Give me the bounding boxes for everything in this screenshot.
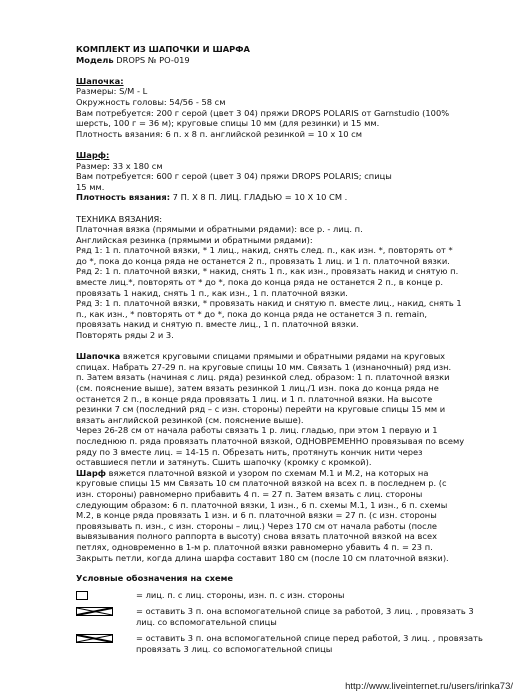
technique-line: Английская резинка (прямыми и обратными рядами): [76, 234, 313, 245]
technique-line: Повторять ряды 2 и 3. [76, 330, 174, 341]
legend-text: = оставить 3 п. она вспомогательной спице за работой, 3 лиц. , провязать 3 [136, 606, 474, 617]
hat-heading: Шапочка: [76, 75, 124, 86]
hat-line: Вам потребуется: 200 г серой (цвет 3 04) пряжи DROPS POLARIS от Garnstudio (100% [76, 107, 450, 118]
hat-instructions-line: вяжется круговыми спицами прямыми и обратными рядами на круговых [120, 351, 446, 362]
technique-line: Ряд 3: 1 п. платочной вязки, * провязать накид и снятую п. вместе лиц., накид, снять 1 [76, 298, 462, 309]
technique-heading: ТЕХНИКА ВЯЗАНИЯ: [76, 213, 163, 224]
scarf-gauge-value: 7 П. Х 8 П. ЛИЦ. ГЛАДЬЮ = 10 Х 10 СМ . [170, 192, 348, 203]
technique-line: провязать 1 накид, снять 1 п., как изн., 1 п. платочной вязки. [76, 287, 348, 298]
document-title: КОМПЛЕКТ ИЗ ШАПОЧКИ И ШАРФА [76, 44, 250, 54]
scarf-line: 15 мм. [76, 181, 105, 192]
technique-line: Ряд 2: 1 п. платочной вязки, * накид, снять 1 п., как изн., провязать накид и снятую п. [76, 266, 459, 277]
hat-instructions-line: Через 26-28 см от начала работы связать 1 р. лиц. гладью, при этом 1 первую и 1 [76, 425, 438, 436]
scarf-gauge [76, 192, 484, 203]
scarf-instructions-line: Закрыть петли, когда длина шарфа составит 180 см (после 10 см платочной вязки). [76, 552, 449, 563]
hat-instructions-line: останется 2 п., в конце ряда провязать 1 лиц. и 1 п. платочной вязки. На высоте [76, 393, 433, 404]
pattern-document [76, 44, 484, 563]
legend-text-cont: лиц. со вспомогательной спицы [136, 616, 277, 627]
hat-line: Окружность головы: 54/56 - 58 см [76, 96, 226, 107]
technique-line: провязать накид и снятую п. вместе лиц., 1 п. платочной вязки. [76, 319, 359, 330]
scarf-instructions-lead: Шарф [76, 467, 107, 478]
scarf-line: Размер: 33 х 180 см [76, 160, 163, 171]
scarf-instructions-line: круговые спицы 15 мм Связать 10 см платочной вязкой на всех п. в последнем р. (с [76, 478, 447, 489]
cable-front-icon [76, 634, 120, 644]
hat-instructions-line: оставшиеся петли и затянуть. Сшить шапочку (кромку с кромкой). [76, 457, 372, 468]
scarf-line: Вам потребуется: 600 г серой (цвет 3 04) пряжи DROPS POLARIS; спицы [76, 171, 392, 182]
scarf-instructions-line: провязывать п. изн., с изн. стороны – лиц.) Через 170 см от начала работы (после [76, 520, 438, 531]
scarf-instructions-first [76, 468, 484, 479]
legend-text-cont: провязать 3 лиц. со вспомогательной спицы [136, 643, 333, 654]
model-line [76, 55, 484, 66]
hat-line: Размеры: S/M - L [76, 86, 148, 97]
empty-square-icon [76, 591, 120, 601]
hat-instructions-lead: Шапочка [76, 351, 121, 362]
hat-instructions-line: резинки 7 см (последний ряд – с изн. стороны) перейти на круговые спицы 15 мм и [76, 404, 446, 415]
legend-item [76, 633, 496, 654]
scarf-instructions-line: петлях, одновременно в 1-м р. платочной вязки равномерно убавить 4 п. = 23 п. [76, 541, 433, 552]
hat-instructions-line: последнюю п. ряда провязать платочной вязкой, ОДНОВРЕМЕННО провязывая по всему [76, 435, 465, 446]
scarf-instructions-line: изн. стороны) равномерно прибавить 4 п. = 27 п. Затем вязать с лиц. стороны [76, 488, 423, 499]
hat-instructions-line: вязать английской резинкой (см. пояснение выше). [76, 414, 304, 425]
hat-instructions-line: п. Затем вязать (начиная с лиц. ряда) резинкой след. образом: 1 п. платочной вязки [76, 372, 450, 383]
model-value: DROPS № PO-019 [113, 54, 190, 65]
legend-item [76, 590, 496, 601]
legend-text: = оставить 3 п. она вспомогательной спице перед работой, 3 лиц. , провязать [136, 633, 483, 644]
hat-line: шерсть, 100 г = 36 м); круговые спицы 10 мм (для резинки) и 15 мм. [76, 118, 380, 129]
source-url: http://www.liveinternet.ru/users/irinka73/ [345, 681, 513, 692]
technique-line: до *, пока до конца ряда не останется 2 п., провязать 1 лиц. и 1 п. платочной вязки. [76, 255, 450, 266]
legend-item [76, 606, 496, 627]
technique-line: п., как изн., * повторять от * до *, пока до конца ряда не останется 3 п. remain, [76, 308, 428, 319]
technique-line: Ряд 1: 1 п. платочной вязки, * 1 лиц., накид, снять след. п., как изн. *, повторять от * [76, 245, 453, 256]
scarf-instructions-line: М.2, в конце ряда провязать 1 изн. и 6 п. платочной вязки = 27 п. (с изн. стороны [76, 510, 437, 521]
hat-instructions-line: спицах. Набрать 27-29 п. на круговые спицы 10 мм. Связать 1 (изнаночный) ряд изн. [76, 361, 452, 372]
legend-text: = лиц. п. с лиц. стороны, изн. п. с изн. стороны [136, 589, 345, 600]
hat-instructions-line: (см. пояснение выше), затем вязать резинкой 1 лиц./1 изн. пока до конца ряда не [76, 383, 439, 393]
scarf-instructions-line: вяжется платочной вязкой и узором по схемам М.1 и М.2, на которых на [106, 467, 429, 478]
technique-line: вместе лиц.*, повторять от * до *, пока до конца ряда не останется 2 п., в конце р. [76, 277, 444, 288]
legend-heading: Условные обозначения на схеме [76, 573, 234, 583]
scarf-gauge-label: Плотность вязания: [76, 192, 171, 203]
model-label: Модель [76, 54, 114, 65]
cable-back-icon [76, 607, 120, 617]
scarf-heading: Шарф: [76, 149, 110, 160]
chart-legend [76, 573, 496, 661]
scarf-instructions-line: следующим образом: 6 п. платочной вязки, 1 изн., 6 п. схемы М.1, 1 изн., 6 п. схемы [76, 499, 448, 510]
hat-line: Плотность вязания: 6 п. х 8 п. английской резинкой = 10 х 10 см [76, 128, 362, 139]
hat-instructions-line: ряду по 3 вместе лиц. = 14-15 п. Обрезать нить, протянуть кончик нити через [76, 446, 423, 457]
technique-line: Платочная вязка (прямыми и обратными рядами): все р. - лиц. п. [76, 224, 363, 235]
scarf-instructions-line: вывязывания полного раппорта в высоту) снова вязать платочной вязкой на всех [76, 531, 437, 542]
hat-instructions-first [76, 351, 484, 362]
